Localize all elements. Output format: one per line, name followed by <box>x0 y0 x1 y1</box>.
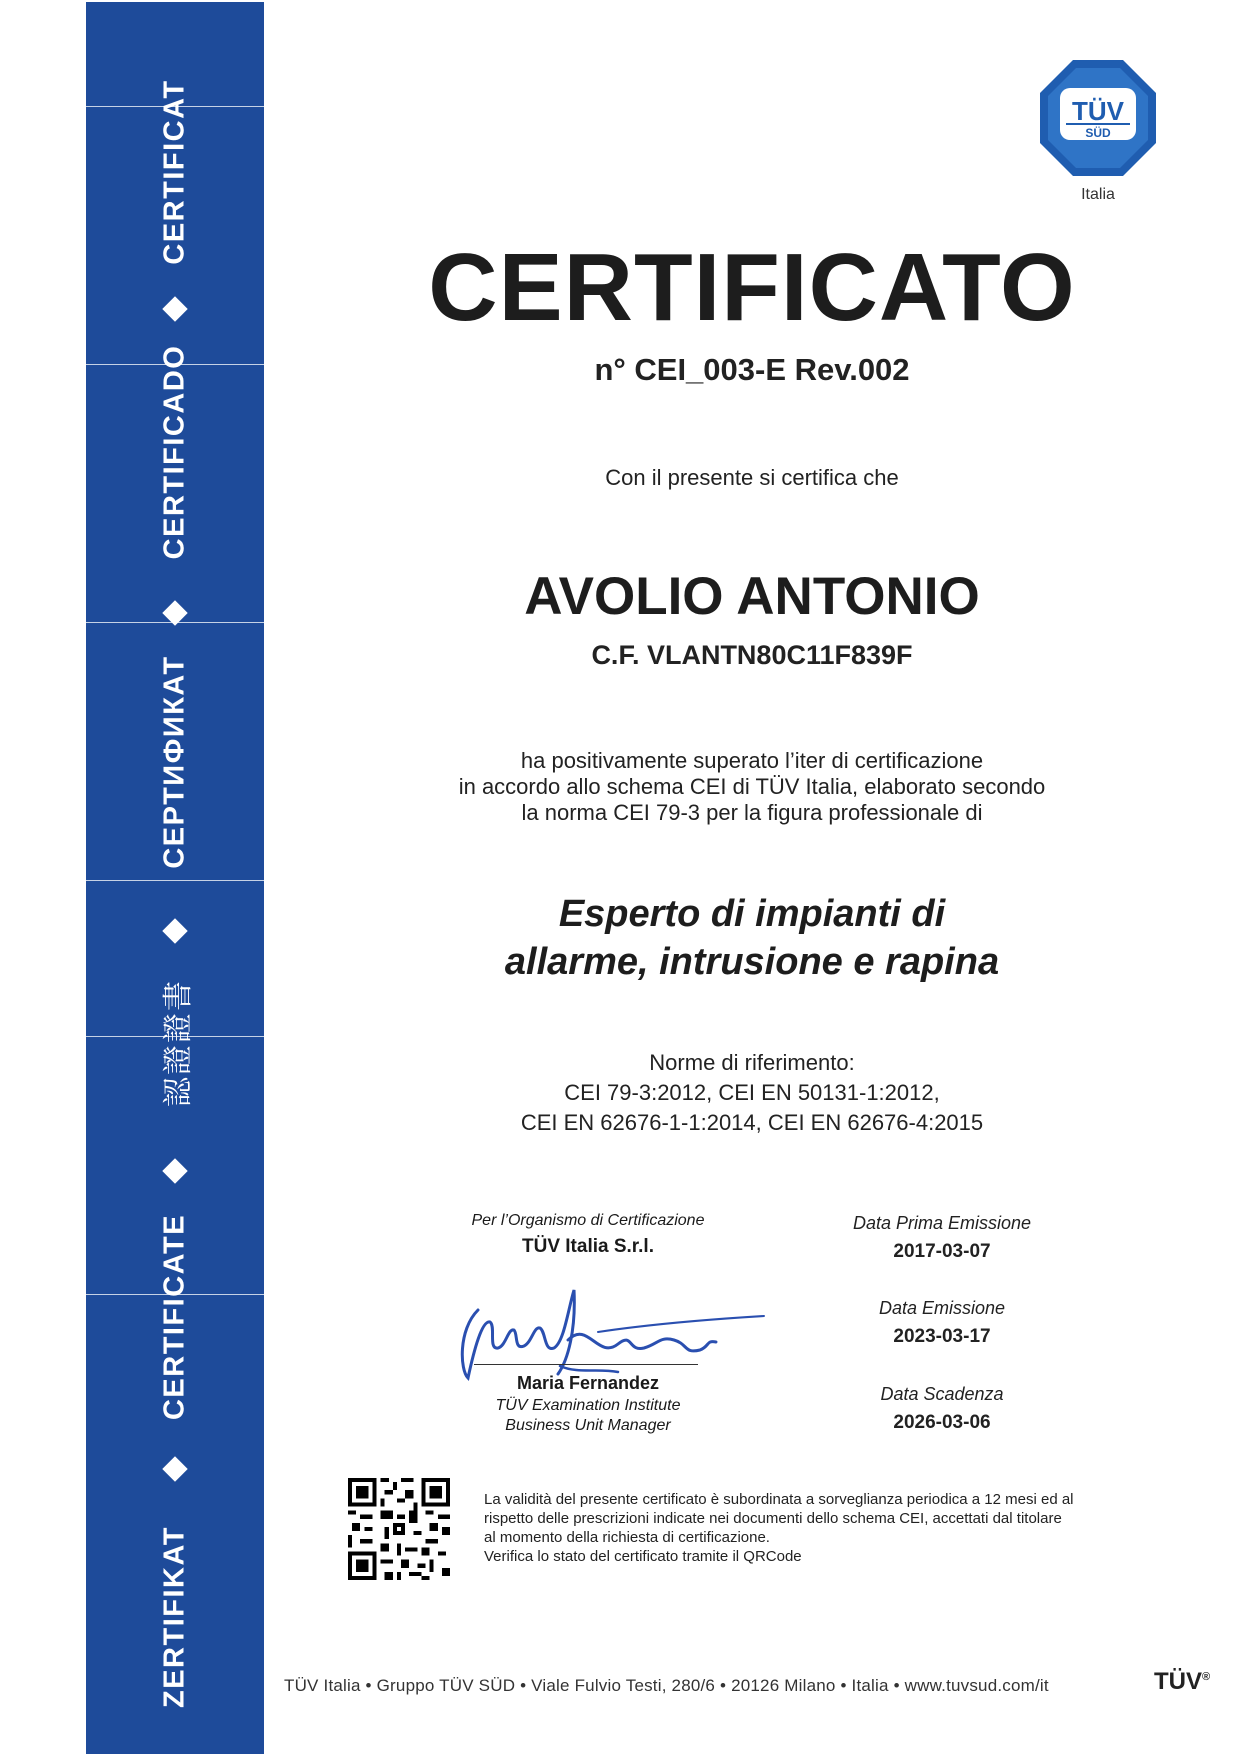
standards-heading: Norme di riferimento: <box>649 1050 855 1075</box>
side-band <box>86 2 264 1754</box>
band-segment <box>86 1502 264 1732</box>
signatory-name: Maria Fernandez <box>516 1373 660 1393</box>
date-first-issue <box>820 1213 1064 1263</box>
standards-line: CEI 79-3:2012, CEI EN 50131-1:2012, <box>564 1080 940 1105</box>
diamond-icon <box>162 1456 187 1481</box>
footer-tuv-logo: TÜV® <box>1154 1668 1211 1695</box>
statement-line: la norma CEI 79-3 per la figura professionale di <box>521 800 983 825</box>
date-value: 2023-03-17 <box>893 1326 991 1347</box>
validity-line: rispetto delle prescrizioni indicate nei documenti dello schema CEI, accettati dal titolare <box>484 1510 1062 1527</box>
holder-fiscal-code: C.F. VLANTN80C11F839F <box>591 640 913 670</box>
diamond-icon <box>162 1158 187 1183</box>
logo-sub: SÜD <box>1085 126 1111 140</box>
date-label: Data Emissione <box>878 1298 1006 1318</box>
tuv-sud-logo <box>1038 58 1158 178</box>
reference-standards <box>264 1048 1240 1138</box>
certificate-number: n° CEI_003-E Rev.002 <box>594 352 910 387</box>
profession-line: allarme, intrusione e rapina <box>504 941 1000 983</box>
band-segment <box>86 968 264 1118</box>
logo-caption: Italia <box>1081 186 1115 203</box>
band-segment <box>86 642 264 882</box>
date-issue <box>820 1298 1064 1348</box>
holder-name: AVOLIO ANTONIO <box>524 567 980 626</box>
handwritten-signature <box>448 1270 766 1390</box>
band-word-certificat: CERTIFICAT <box>158 79 191 265</box>
band-word-sertifikat: СЕРТИФИКАТ <box>158 655 191 869</box>
diamond-icon <box>162 296 187 321</box>
signatory-organization: TÜV Italia S.r.l. <box>522 1236 654 1257</box>
statement-line: ha positivamente superato l’iter di certificazione <box>520 748 984 773</box>
band-segment <box>86 1202 264 1432</box>
date-value: 2026-03-06 <box>893 1412 991 1433</box>
validity-line: Verifica lo stato del certificato tramite il QRCode <box>484 1548 802 1565</box>
certification-statement <box>264 748 1240 826</box>
statement-line: in accordo allo schema CEI di TÜV Italia, elaborato secondo <box>458 774 1046 799</box>
date-value: 2017-03-07 <box>893 1241 991 1262</box>
validity-line: La validità del presente certificato è subordinata a sorveglianza periodica a 12 mesi ed al <box>484 1491 1074 1508</box>
signatory-for: Per l’Organismo di Certificazione <box>471 1212 705 1229</box>
standards-line: CEI EN 62676-1-1:2014, CEI EN 62676-4:2015 <box>520 1110 984 1135</box>
date-label: Data Prima Emissione <box>852 1213 1032 1233</box>
intro-text: Con il presente si certifica che <box>605 465 899 490</box>
signatory-role: TÜV Examination Institute <box>495 1397 681 1414</box>
logo-mark: TÜV <box>1072 96 1124 126</box>
certificate-title: CERTIFICATO <box>428 234 1076 341</box>
validity-notice <box>484 1490 1144 1566</box>
professional-role <box>264 890 1240 986</box>
band-word-certificado: CERTIFICADO <box>158 344 191 560</box>
qr-code[interactable] <box>348 1478 450 1580</box>
date-label: Data Scadenza <box>880 1384 1004 1404</box>
validity-line: al momento della richiesta di certificazione. <box>484 1529 770 1546</box>
band-word-chinese: 認證證書 <box>162 979 195 1107</box>
signatory-position: Business Unit Manager <box>505 1417 671 1434</box>
signature-line <box>474 1364 698 1365</box>
diamond-icon <box>162 918 187 943</box>
band-word-zertifikat: ZERTIFIKAT <box>158 1526 191 1708</box>
date-expiry <box>820 1384 1064 1434</box>
profession-line: Esperto di impianti di <box>558 893 946 935</box>
footer-logo-text: TÜV <box>1154 1668 1202 1695</box>
band-segment <box>86 62 264 282</box>
band-word-certificate: CERTIFICATE <box>158 1213 191 1421</box>
footer-address: TÜV Italia • Gruppo TÜV SÜD • Viale Fulvio Testi, 280/6 • 20126 Milano • Italia • www.tuvsud.com/it <box>284 1676 1049 1695</box>
band-segment <box>86 332 264 572</box>
